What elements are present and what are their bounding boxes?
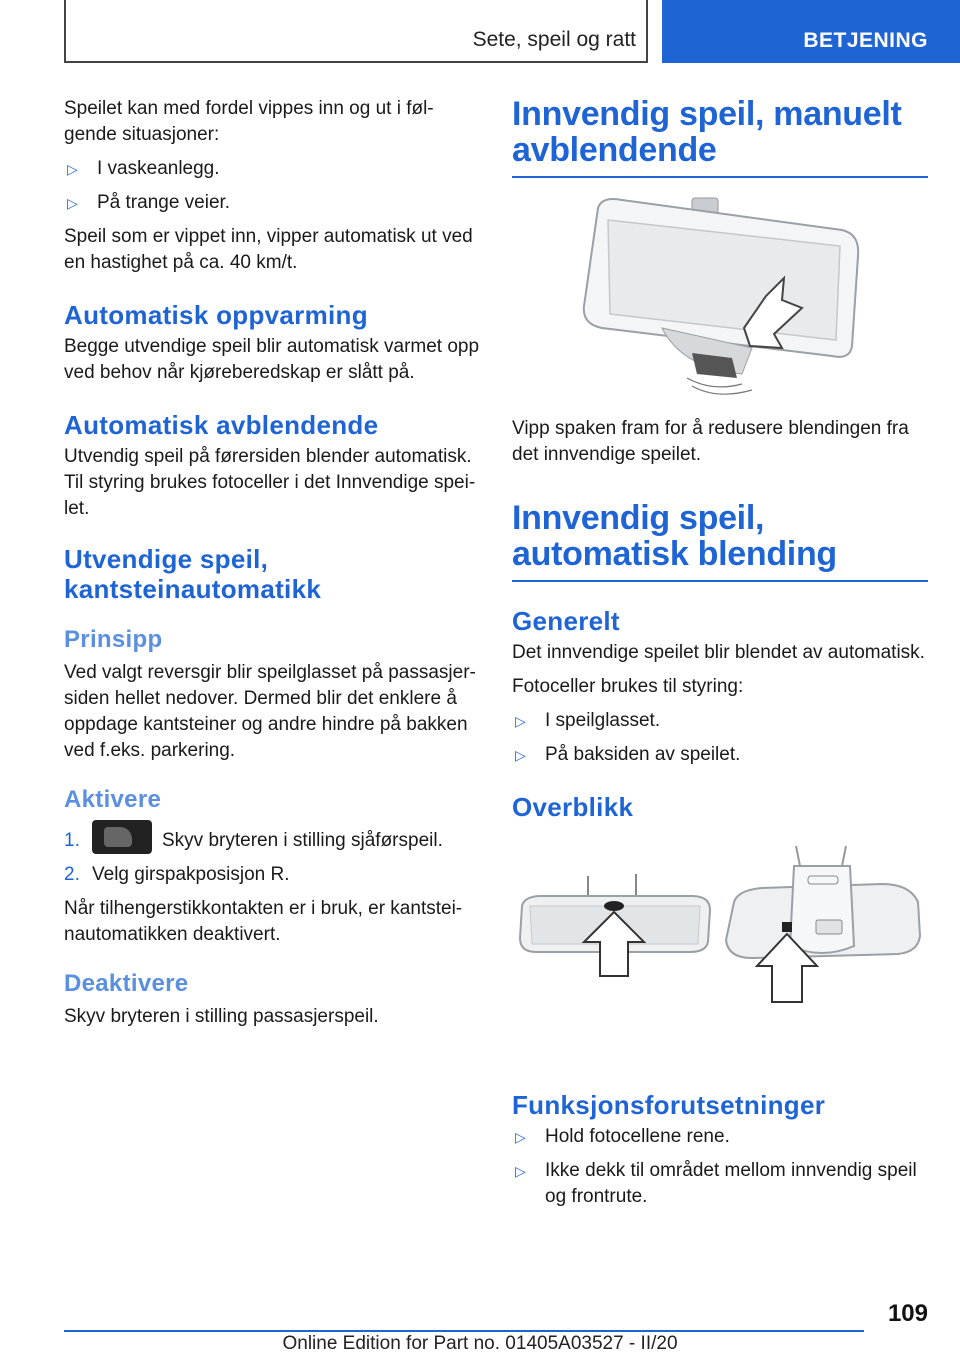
principle-heading: Prinsipp (64, 626, 163, 653)
deactivate-text: Skyv bryteren i stilling passasjerspeil. (64, 1006, 379, 1027)
conditions-heading: Funksjonsforutsetninger (512, 1090, 826, 1120)
heating-text: Begge utvendige speil blir automatisk varmet opp ved behov når kjøreberedskap er slått på. (64, 336, 480, 383)
dimming-heading: Automatisk avblendende (64, 410, 379, 440)
curb-heading: Utvendige speil, kantsteinautomatikk (64, 544, 322, 604)
step-item: 1. Skyv bryteren i stilling sjåførspeil. (64, 820, 480, 854)
manual-text: Vipp spaken fram for å redusere blendingen fra det innvendige speilet. (512, 418, 909, 465)
mirror-overview-illustration (512, 826, 928, 1066)
general-heading: Generelt (512, 606, 620, 636)
mirror-switch-icon (92, 820, 152, 854)
page-number: 109 (887, 1300, 928, 1327)
list-item: ▷ I speilglasset. (512, 708, 928, 734)
list-item: ▷ Ikke dekk til området mellom innvendig speil og frontrute. (512, 1158, 928, 1210)
footer-divider (64, 1330, 864, 1332)
left-column (64, 96, 480, 1038)
auto-mirror-heading: Innvendig speil, automatisk blending (512, 500, 928, 582)
photocell-text: Fotoceller brukes til styring: (512, 676, 744, 697)
triangle-bullet-icon: ▷ (515, 713, 526, 729)
step-item: 2. Velg girspakposisjon R. (64, 864, 290, 885)
triangle-bullet-icon: ▷ (515, 1163, 526, 1179)
intro-paragraph: Speilet kan med fordel vippes inn og ut i føl-gende situasjoner: (64, 98, 434, 145)
heating-heading: Automatisk oppvarming (64, 300, 368, 330)
principle-text: Ved valgt reversgir blir speilglasset på passasjer-siden hellet nedover. Dermed blir det enklere å oppdage kantsteiner og andre hindre på bakken ved f.eks. parkering. (64, 662, 476, 761)
list-item: ▷ I vaskeanlegg. (64, 156, 480, 182)
list-item: ▷ På baksiden av speilet. (512, 742, 928, 768)
activate-note: Når tilhengerstikkontakten er i bruk, er kantstei-nautomatikken deaktivert. (64, 898, 463, 945)
manual-mirror-heading: Innvendig speil, manuelt avblendende (512, 96, 928, 178)
right-column (512, 96, 928, 1218)
triangle-bullet-icon: ▷ (515, 747, 526, 763)
list-item: ▷ Hold fotocellene rene. (512, 1124, 928, 1150)
photocell-front-icon (604, 901, 624, 911)
overview-heading: Overblikk (512, 792, 634, 822)
triangle-bullet-icon: ▷ (67, 195, 78, 211)
photocell-back-icon (782, 922, 792, 932)
dimming-text: Utvendig speil på førersiden blender automatisk. Til styring brukes fotoceller i det Innvendige spei-let. (64, 446, 476, 519)
chapter-label: BETJENING (803, 29, 928, 52)
manual-mirror-illustration (512, 178, 928, 408)
triangle-bullet-icon: ▷ (515, 1129, 526, 1145)
activate-heading: Aktivere (64, 786, 162, 813)
list-item: ▷ På trange veier. (64, 190, 480, 216)
intro-tail: Speil som er vippet inn, vipper automatisk ut ved en hastighet på ca. 40 km/t. (64, 226, 473, 273)
triangle-bullet-icon: ▷ (67, 161, 78, 177)
edition-footer: Online Edition for Part no. 01405A03527 - II/20 (282, 1333, 678, 1354)
chapter-tab[interactable] (662, 0, 960, 63)
deactivate-heading: Deaktivere (64, 970, 189, 997)
general-text: Det innvendige speilet blir blendet av automatisk. (512, 642, 925, 663)
section-title: Sete, speil og ratt (472, 28, 636, 51)
